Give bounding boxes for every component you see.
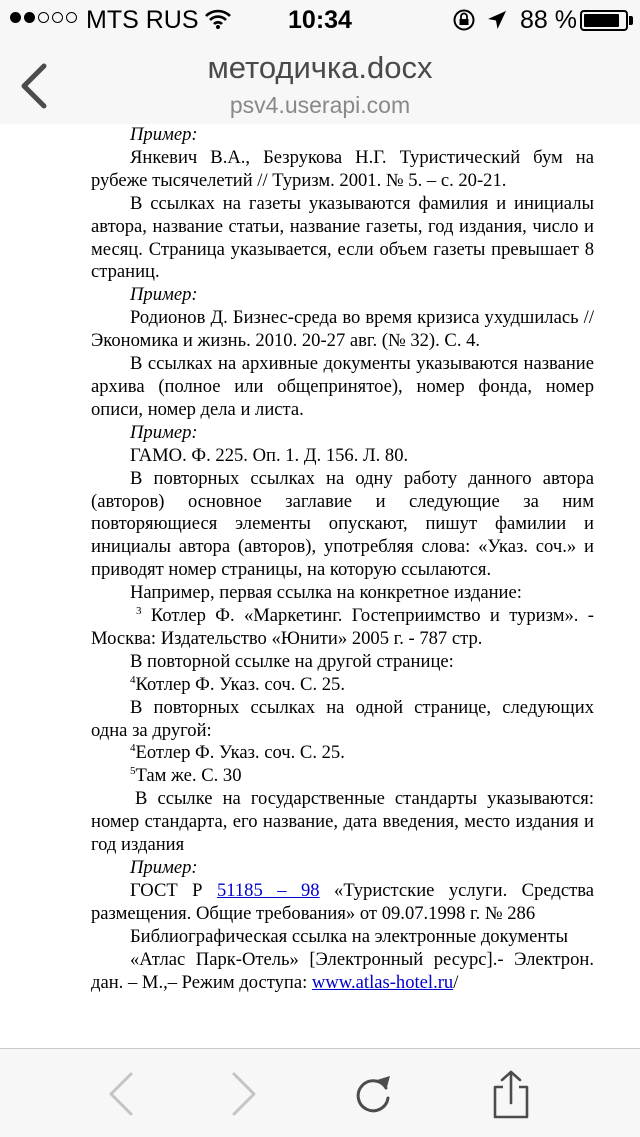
battery-level-fill (584, 14, 619, 27)
gost-number-link[interactable]: 51185 – 98 (216, 879, 320, 901)
citation-text: «Атлас Парк-Отель» [Электронный ресурс].- Электрон. дан. – М.,– Режим доступа: (91, 948, 594, 993)
location-arrow-icon (486, 9, 508, 31)
share-icon[interactable] (486, 1069, 536, 1119)
footnote-citation (91, 605, 594, 651)
citation-text: / (453, 971, 459, 993)
carrier-name: MTS RUS (86, 6, 199, 34)
document-body[interactable] (91, 124, 594, 994)
wifi-icon (205, 9, 231, 29)
citation-text: ГОСТ Р (130, 879, 217, 901)
footnote-text: Котлер Ф. Указ. соч. С. 25. (135, 673, 345, 695)
footnote-number: 3 (136, 605, 142, 618)
footnote-citation (91, 674, 594, 697)
footnote-citation (91, 765, 594, 788)
signal-dot (52, 12, 63, 23)
footnote-number: 4 (130, 673, 136, 686)
bottom-toolbar (0, 1048, 640, 1137)
paragraph: В повторных ссылках на одной странице, следующих одна за другой: (91, 696, 594, 741)
signal-strength-icon (10, 12, 77, 23)
footnote-text: Еотлер Ф. Указ. соч. С. 25. (135, 742, 345, 764)
battery-icon (580, 10, 628, 31)
example-citation: Родионов Д. Бизнес-среда во время кризиса ухудшилась // Экономика и жизнь. 2010. 20-27 авг. (№ 32). С. 4. (91, 307, 594, 352)
status-time: 10:34 (288, 6, 352, 34)
example-citation (91, 880, 594, 926)
atlas-hotel-link[interactable]: www.atlas-hotel.ru (311, 971, 454, 993)
reload-icon[interactable] (348, 1069, 398, 1119)
footnote-text: Там же. С. 30 (135, 765, 242, 787)
chevron-left-icon[interactable] (97, 1069, 147, 1119)
paragraph: В ссылках на газеты указываются фамилия и инициалы автора, название статьи, название газеты, год издания, число и месяц. Страница указывается, если объем газеты превышает 8 страниц. (91, 192, 594, 283)
paragraph: В ссылках на архивные документы указываются название архива (полное или общепринятое), номер фонда, номер описи, номер дела и листа. (91, 353, 594, 420)
chevron-right-icon[interactable] (218, 1069, 268, 1119)
footnote-number: 4 (130, 742, 136, 755)
signal-dot (38, 12, 49, 23)
paragraph: В ссылке на государственные стандарты указываются: номер стандарта, его название, дата введения, место издания и год издания (91, 788, 594, 856)
example-citation: ГАМО. Ф. 225. Оп. 1. Д. 156. Л. 80. (130, 444, 409, 466)
example-label: Пример: (130, 421, 198, 443)
document-source-host: psv4.userapi.com (229, 92, 411, 118)
example-citation: Янкевич В.А., Безрукова Н.Г. Туристический бум на рубеже тысячелетий // Туризм. 2001. № 5. – с. 20-21. (91, 146, 594, 191)
example-label: Пример: (130, 124, 198, 145)
signal-dot (10, 12, 21, 23)
example-label: Пример: (130, 284, 198, 306)
rotation-lock-icon (452, 9, 476, 31)
paragraph: В повторных ссылках на одну работу данного автора (авторов) основное заглавие и следующие за ним повторяющиеся элементы опускают, пишут фамилии и инициалы автора (авторов), употребляя слова: «Указ. соч.» и приводят номер страницы, на которую ссылаются. (91, 467, 594, 581)
signal-dot (66, 12, 77, 23)
status-bar (0, 0, 640, 40)
example-citation (91, 949, 594, 995)
example-label: Пример: (130, 857, 198, 878)
document-title: методичка.docx (207, 50, 433, 85)
footnote-citation (91, 742, 594, 765)
footnote-text: Котлер Ф. «Маркетинг. Гостеприимство и туризм». - Москва: Издательство «Юнити» 2005 г. - 787 стр. (91, 605, 594, 649)
footnote-number: 5 (130, 765, 136, 778)
battery-terminal (629, 16, 633, 25)
paragraph: Библиографическая ссылка на электронные документы (130, 925, 569, 947)
signal-dot (24, 12, 35, 23)
nav-header (0, 40, 640, 124)
paragraph: Например, первая ссылка на конкретное издание: (130, 582, 522, 604)
battery-percent: 88 % (520, 6, 577, 34)
citation-text: «Туристские услуги. Средства размещения. Общие требования» от 09.07.1998 г. № 286 (91, 879, 595, 924)
paragraph: В повторной ссылке на другой странице: (130, 650, 454, 672)
